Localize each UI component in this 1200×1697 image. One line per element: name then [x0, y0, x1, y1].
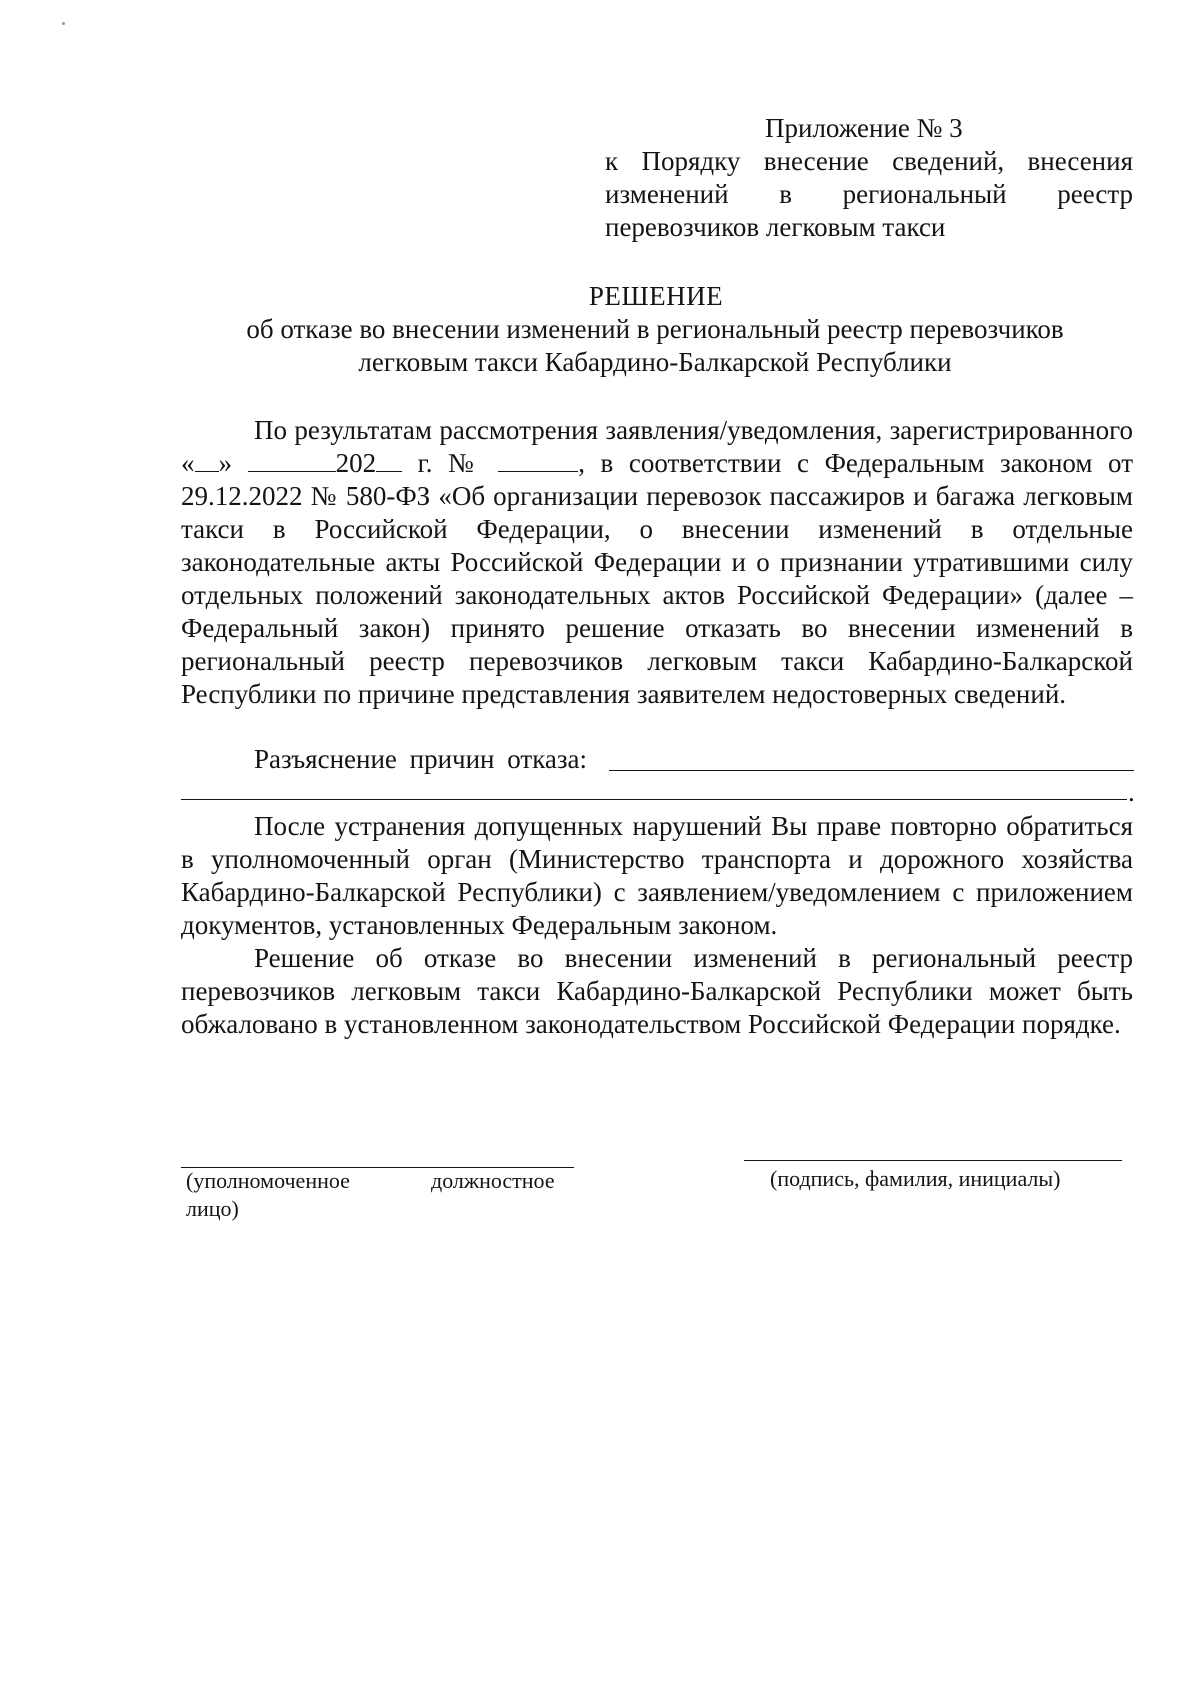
official-caption-word3: лицо)	[186, 1196, 239, 1221]
main-paragraph-part5: , в соответствии с Федеральным законом от 29.12.2022 № 580-ФЗ «Об организации перевозок пассажиров и багажа легковым такси в Российской Федерации, о внесении изменений в отдельные законодательные акты Российской Федерации и о признании утратившими силу отдельных положений законодательных актов Российской Федерации» (далее – Федеральный закон) принято решение отказать во внесении изменений в региональный реестр перевозчиков легковым такси Кабардино-Балкарской Республики по причине представления заявителем недостоверных сведений.	[181, 448, 1133, 709]
main-paragraph-part3: 202	[335, 448, 377, 478]
reason-blank-second-line	[181, 799, 1127, 800]
appendix-reference: к Порядку внесение сведений, внесения изменений в региональный реестр перевозчиков легковым такси	[605, 146, 1133, 242]
main-paragraph	[181, 414, 1133, 711]
scan-speck	[62, 22, 65, 25]
document-title: РЕШЕНИЕ	[588, 281, 724, 311]
year-blank	[376, 447, 402, 472]
main-paragraph-part1: По результатам рассмотрения заявления/уведомления, зарегистрированного «	[181, 415, 1133, 478]
day-blank	[195, 447, 219, 472]
signature-name-line	[744, 1160, 1122, 1161]
main-paragraph-part2: »	[218, 448, 248, 478]
appeal-paragraph: Решение об отказе во внесении изменений в региональный реестр перевозчиков легковым такси Кабардино-Балкарской Республики может быть обжаловано в установленном законодательством Российской Федерации порядке.	[181, 943, 1133, 1039]
document-subtitle: об отказе во внесении изменений в региональный реестр перевозчиков легковым такси Кабардино-Балкарской Республики	[246, 314, 1064, 377]
reason-period: .	[1128, 777, 1135, 807]
official-caption-word1: (уполномоченное	[186, 1168, 350, 1193]
reason-line	[254, 743, 1134, 776]
official-caption	[186, 1167, 564, 1223]
reason-blank	[609, 770, 1134, 771]
main-paragraph-part4: г. №	[402, 448, 499, 478]
official-caption-word2: должностное	[431, 1168, 555, 1193]
appendix-header	[605, 112, 1133, 244]
appendix-number: Приложение № 3	[765, 113, 963, 143]
after-paragraph: После устранения допущенных нарушений Вы праве повторно обратиться в уполномоченный орган (Министерство транспорта и дорожного хозяйства Кабардино-Балкарской Республики) с заявлением/уведомлением с приложением документов, установленных Федеральным законом.	[181, 811, 1133, 940]
number-blank	[498, 447, 578, 472]
signature-caption: (подпись, фамилия, инициалы)	[770, 1166, 1061, 1191]
month-blank	[248, 447, 336, 472]
reason-label: Разъяснение причин отказа:	[254, 744, 588, 774]
